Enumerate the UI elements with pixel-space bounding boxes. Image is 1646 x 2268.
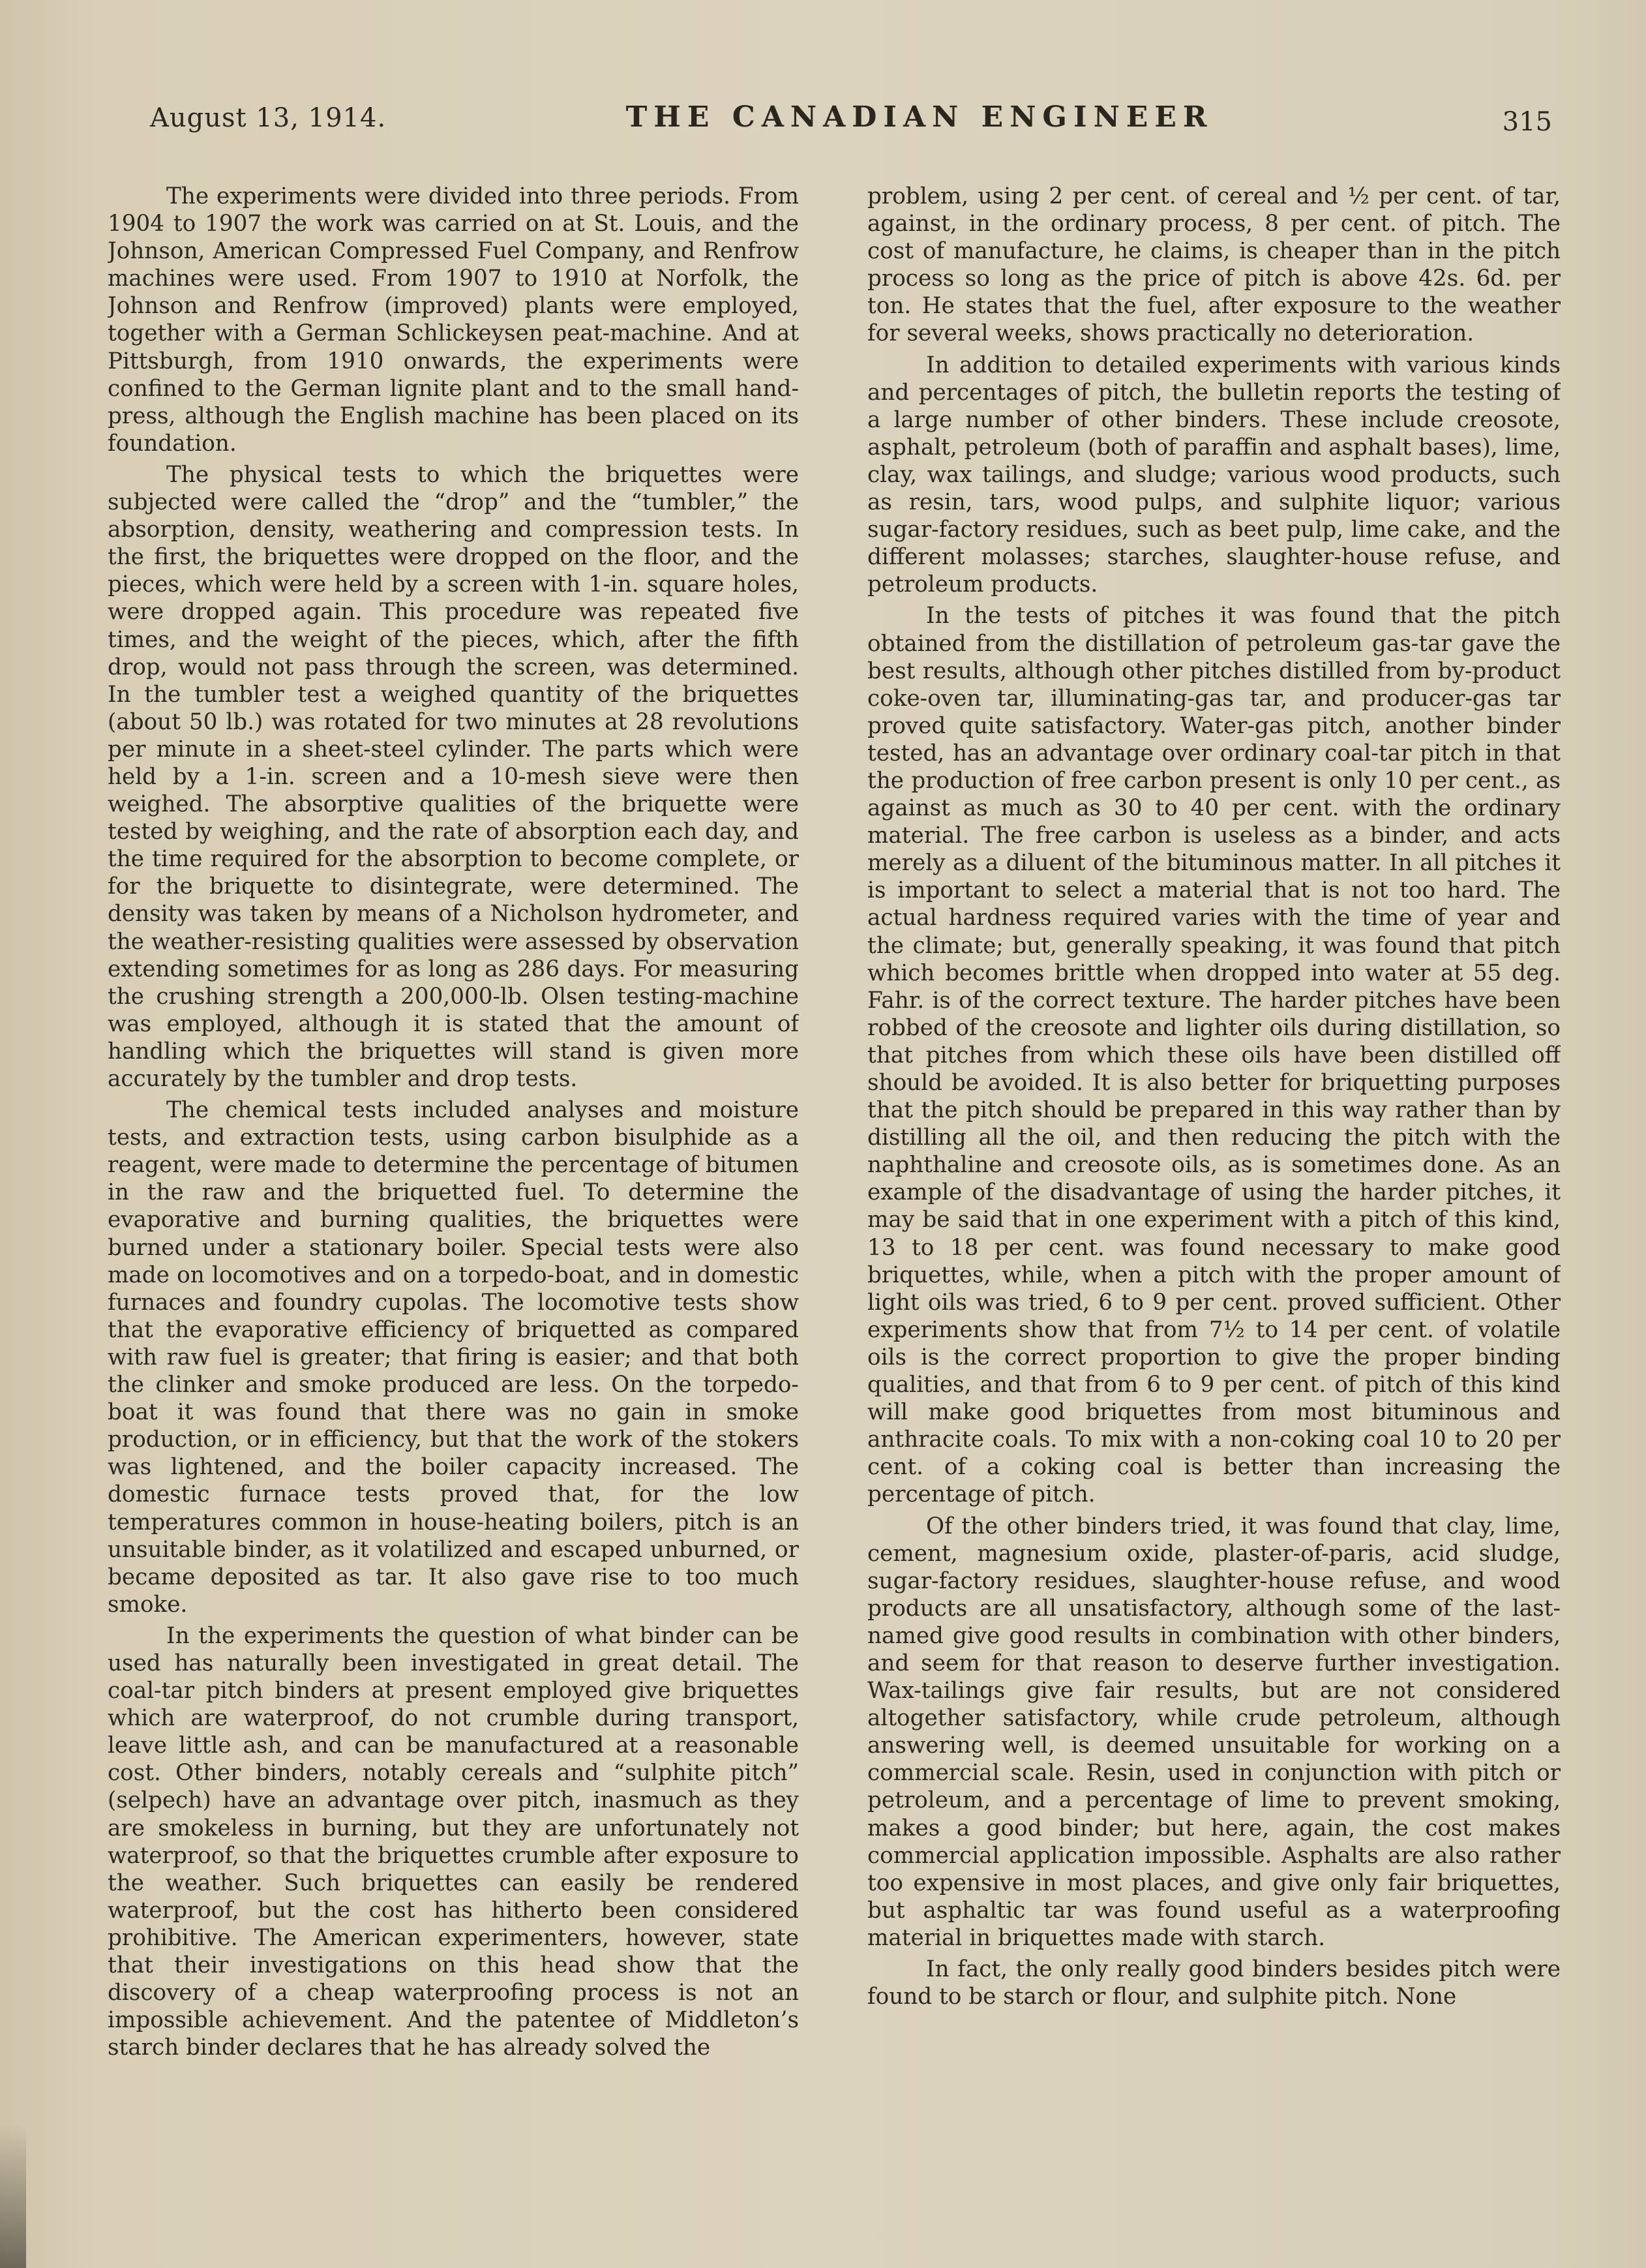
paragraph: The physical tests to which the briquettes were subjected were called the “drop” and the “tumbler,” the absorption, density, weathering and compression tests. In the first, the briquettes were dropped on the floor, and the pieces, which were held by a screen with 1-in. square holes, were dropped again. This procedure was repeated five times, and the weight of the pieces, which, after the fifth drop, would not pass through the screen, was determined. In the tumbler test a weighed quantity of the briquettes (about 50 lb.) was rotated for two minutes at 28 revolutions per minute in a sheet-steel cylinder. The parts which were held by a 1-in. screen and a 10-mesh sieve were then weighed. The absorptive qualities of the briquette were tested by weighing, and the rate of absorption each day, and the time required for the absorption to become complete, or for the briquette to disintegrate, were determined. The density was taken by means of a Nicholson hydrometer, and the weather-resisting qualities were assessed by observation extending sometimes for as long as 286 days. For measuring the crushing strength a 200,000-lb. Olsen testing-machine was employed, although it is stated that the amount of handling which the briquettes will stand is given more accurately by the tumbler and drop tests. xyxy=(108,461,799,1092)
journal-title: THE CANADIAN ENGINEER xyxy=(625,100,1214,134)
left-column xyxy=(108,183,799,2218)
running-header xyxy=(150,100,1552,149)
right-column xyxy=(867,183,1561,2218)
paragraph: The experiments were divided into three periods. From 1904 to 1907 the work was carried on at St. Louis, and the Johnson, American Compressed Fuel Company, and Renfrow machines were used. From 1907 to 1910 at Norfolk, the Johnson and Renfrow (improved) plants were employed, together with a German Schlickeysen peat-machine. And at Pittsburgh, from 1910 onwards, the experiments were confined to the German lignite plant and to the small hand-press, although the English machine has been placed on its foundation. xyxy=(108,183,799,457)
paragraph-continued: problem, using 2 per cent. of cereal and ½ per cent. of tar, against, in the ordinary process, 8 per cent. of pitch. The cost of manufacture, he claims, is cheaper than in the pitch process so long as the price of pitch is above 42s. 6d. per ton. He states that the fuel, after exposure to the weather for several weeks, shows practically no deterioration. xyxy=(867,183,1561,347)
issue-date: August 13, 1914. xyxy=(150,103,387,133)
page-edge-shadow xyxy=(0,2124,26,2268)
paragraph: In the experiments the question of what binder can be used has naturally been investigated in great detail. The coal-tar pitch binders at present employed give briquettes which are waterproof, do not crumble during transport, leave little ash, and can be manufactured at a reasonable cost. Other binders, notably cereals and “sulphite pitch” (selpech) have an advantage over pitch, inasmuch as they are smokeless in burning, but they are unfortunately not waterproof, so that the briquettes crumble after exposure to the weather. Such briquettes can easily be rendered waterproof, but the cost has hitherto been considered prohibitive. The American experimenters, however, state that their investigations on this head show that the discovery of a cheap waterproofing process is not an impossible achievement. And the patentee of Middleton’s starch binder declares that he has already solved the xyxy=(108,1622,799,2061)
paragraph: In fact, the only really good binders besides pitch were found to be starch or flour, and sulphite pitch. None xyxy=(867,1956,1561,2010)
paragraph: Of the other binders tried, it was found that clay, lime, cement, magnesium oxide, plaster-of-paris, acid sludge, sugar-factory residues, slaughter-house refuse, and wood products are all unsatisfactory, although some of the last-named give good results in combination with other binders, and seem for that reason to deserve further investigation. Wax-tailings give fair results, but are not considered altogether satisfactory, while crude petroleum, although answering well, is deemed unsuitable for working on a commercial scale. Resin, used in conjunction with pitch or petroleum, and a percentage of lime to prevent smoking, makes a good binder; but here, again, the cost makes commercial application impossible. Asphalts are also rather too expensive in most places, and give only fair briquettes, but asphaltic tar was found useful as a waterproofing material in briquettes made with starch. xyxy=(867,1513,1561,1951)
paragraph: The chemical tests included analyses and moisture tests, and extraction tests, using carbon bisulphide as a reagent, were made to determine the percentage of bitumen in the raw and the briquetted fuel. To determine the evaporative and burning qualities, the briquettes were burned under a stationary boiler. Special tests were also made on locomotives and on a torpedo-boat, and in domestic furnaces and foundry cupolas. The locomotive tests show that the evaporative efficiency of briquetted as compared with raw fuel is greater; that firing is easier; and that both the clinker and smoke produced are less. On the torpedo-boat it was found that there was no gain in smoke production, or in efficiency, but that the work of the stokers was lightened, and the boiler capacity increased. The domestic furnace tests proved that, for the low temperatures common in house-heating boilers, pitch is an unsuitable binder, as it volatilized and escaped unburned, or became deposited as tar. It also gave rise to too much smoke. xyxy=(108,1097,799,1618)
page-number: 315 xyxy=(1502,107,1552,137)
paragraph: In addition to detailed experiments with various kinds and percentages of pitch, the bulletin reports the testing of a large number of other binders. These include creosote, asphalt, petroleum (both of paraffin and asphalt bases), lime, clay, wax tailings, and sludge; various wood products, such as resin, tars, wood pulps, and sulphite liquor; various sugar-factory residues, such as beet pulp, lime cake, and the different molasses; starches, slaughter-house refuse, and petroleum products. xyxy=(867,352,1561,598)
paragraph: In the tests of pitches it was found that the pitch obtained from the distillation of petroleum gas-tar gave the best results, although other pitches distilled from by-product coke-oven tar, illuminating-gas tar, and producer-gas tar proved quite satisfactory. Water-gas pitch, another binder tested, has an advantage over ordinary coal-tar pitch in that the production of free carbon present is only 10 per cent., as against as much as 30 to 40 per cent. with the ordinary material. The free carbon is useless as a binder, and acts merely as a diluent of the bituminous matter. In all pitches it is important to select a material that is not too hard. The actual hardness required varies with the time of year and the climate; but, generally speaking, it was found that pitch which becomes brittle when dropped into water at 55 deg. Fahr. is of the correct texture. The harder pitches have been robbed of the creosote and lighter oils during distillation, so that pitches from which these oils have been distilled off should be avoided. It is also better for briquetting purposes that the pitch should be prepared in this way rather than by distilling all the oil, and then reducing the pitch with the naphthaline and creosote oils, as is sometimes done. As an example of the disadvantage of using the harder pitches, it may be said that in one experiment with a pitch of this kind, 13 to 18 per cent. was found necessary to make good briquettes, while, when a pitch with the proper amount of light oils was tried, 6 to 9 per cent. proved sufficient. Other experiments show that from 7½ to 14 per cent. of volatile oils is the correct proportion to give the proper binding qualities, and that from 6 to 9 per cent. of pitch of this kind will make good briquettes from most bituminous and anthracite coals. To mix with a non-coking coal 10 to 20 per cent. of a coking coal is better than increasing the percentage of pitch. xyxy=(867,603,1561,1508)
